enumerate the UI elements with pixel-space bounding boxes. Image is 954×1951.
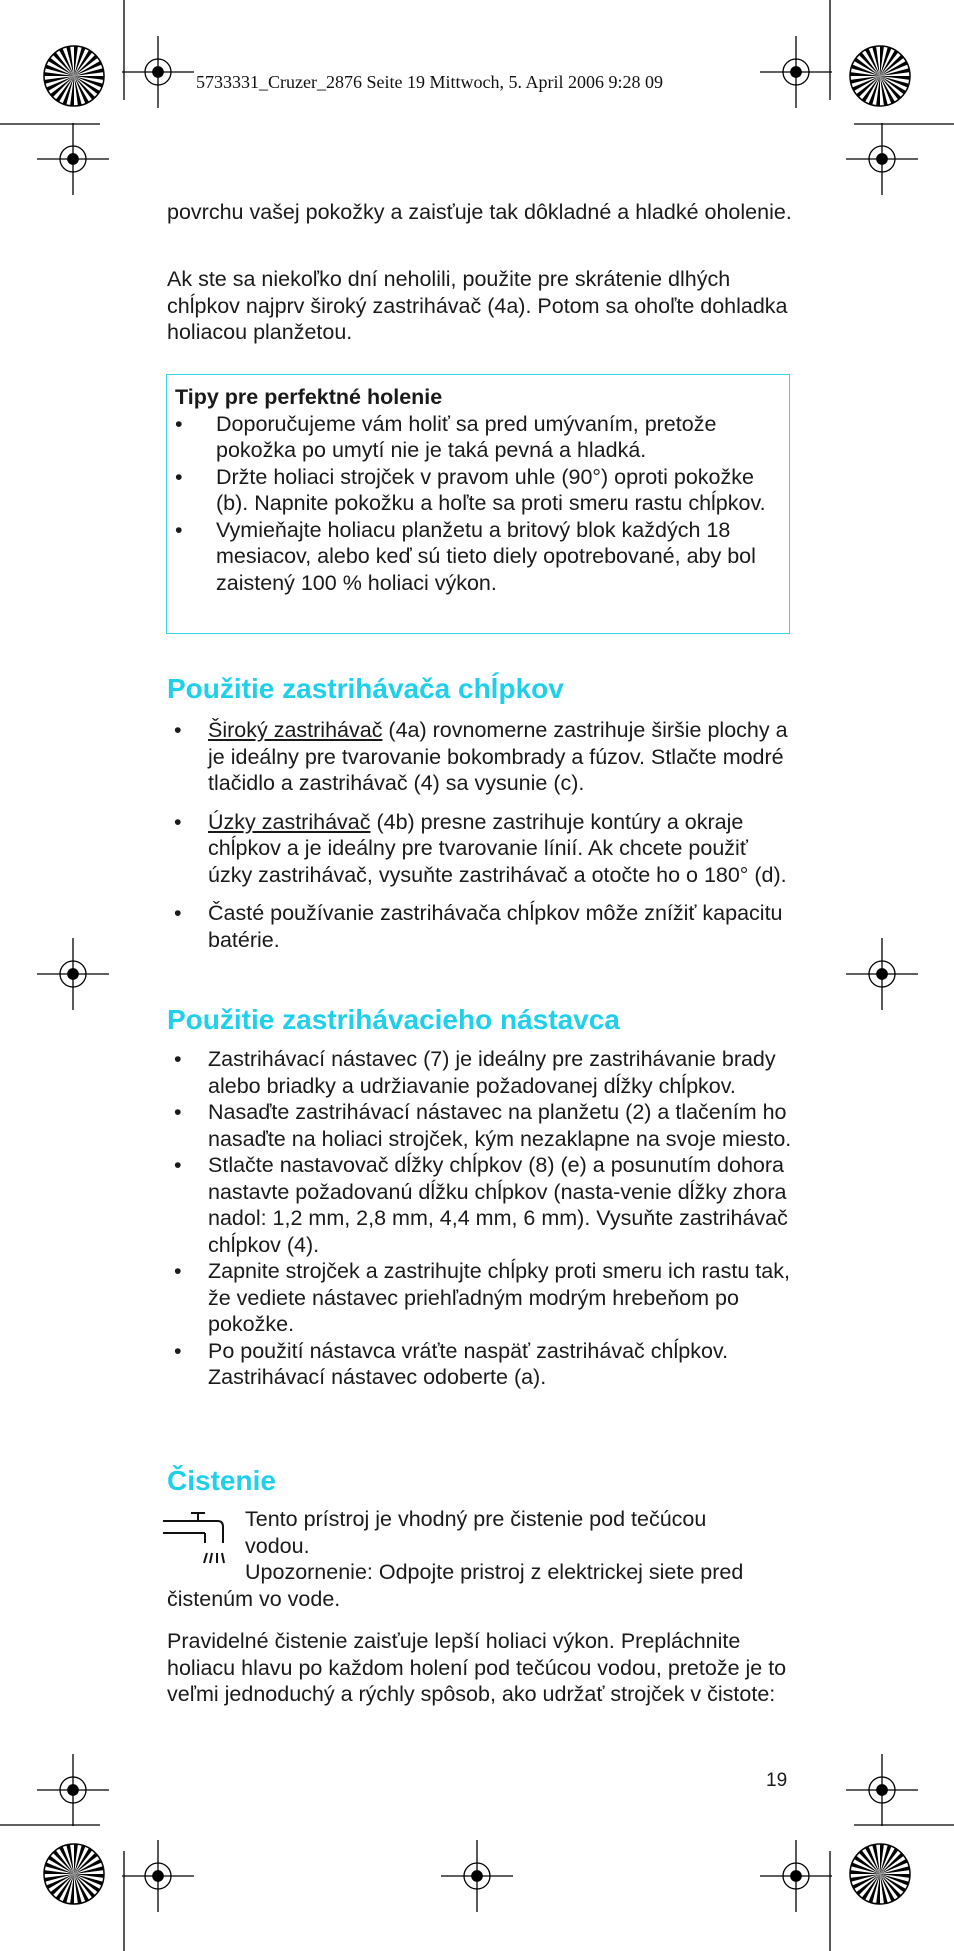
registration-mark <box>846 1754 918 1826</box>
starburst-mark <box>44 46 104 106</box>
cleaning-intro <box>167 1506 793 1612</box>
trimmer-item-text: (4a) rovnomerne zastrihuje širšie plochy a je ideálny pre tvarovanie bokombrady a fúzov. Stlačte modré tlačidlo a zastrihávač (4) sa vysunie (c). <box>208 718 788 795</box>
tips-item: • Doporučujeme vám holiť sa pred umývaním, pretože pokožka po umytí nie je taká pevná a hladká. <box>175 411 781 464</box>
tips-item: • Vymieňajte holiacu planžetu a britový blok každých 18 mesiacov, alebo keď sú tieto diely opotrebované, aby bol zaistený 100 % holiaci výkon. <box>175 517 781 597</box>
tips-box <box>166 374 790 634</box>
intro-paragraph-2: Ak ste sa niekoľko dní neholili, použite pre skrátenie dlhých chĺpkov najprv široký zastrihávač (4a). Potom sa ohoľte dohladka holiacou planžetou. <box>167 267 788 344</box>
registration-mark <box>37 938 109 1010</box>
section-heading-cleaning: Čistenie <box>167 1465 276 1496</box>
print-slug: 5733331_Cruzer_2876 Seite 19 Mittwoch, 5. April 2006 9:28 09 <box>196 72 663 92</box>
tips-item: • Držte holiaci strojček v pravom uhle (90°) oproti pokožke (b). Napnite pokožku a hoľte sa proti smeru rastu chĺpkov. <box>175 464 781 517</box>
registration-mark <box>37 1754 109 1826</box>
trimmer-item-term: Široký zastrihávač <box>208 718 383 742</box>
section-heading-attachment: Použitie zastrihávacieho nástavca <box>167 1004 620 1035</box>
registration-mark <box>122 36 194 108</box>
tips-list <box>175 411 781 597</box>
attachment-item: • Po použití nástavca vráťte naspäť zastrihávač chĺpkov. Zastrihávací nástavec odoberte (a). <box>167 1338 793 1391</box>
registration-mark <box>441 1840 513 1912</box>
section-heading-trimmer: Použitie zastrihávača chĺpkov <box>167 673 564 704</box>
trimmer-item-term: Úzky zastrihávač <box>208 809 371 834</box>
starburst-mark <box>850 1844 910 1904</box>
trimmer-item <box>167 809 793 889</box>
registration-mark <box>760 1840 832 1912</box>
attachment-item: • Stlačte nastavovač dĺžky chĺpkov (8) (e) a posunutím dohora nastavte požadovanú dĺžku chĺpkov (nasta-venie dĺžky zhora nadol: 1,2 mm, 2,8 mm, 4,4 mm, 6 mm). Vysuňte zastrihávač chĺpkov (4). <box>167 1152 793 1258</box>
trimmer-item-text: Časté používanie zastrihávača chĺpkov môže znížiť kapacitu batérie. <box>208 901 783 952</box>
attachment-item: • Zapnite strojček a zastrihujte chĺpky proti smeru ich rastu tak, že vediete nástavec priehľadným modrým hrebeňom po pokožke. <box>167 1258 793 1338</box>
page-number: 19 <box>766 1770 788 1791</box>
intro-paragraph-1: povrchu vašej pokožky a zaisťuje tak dôkladné a hladké oholenie. <box>167 200 792 224</box>
registration-mark <box>846 938 918 1010</box>
cleaning-paragraph: Pravidelné čistenie zaisťuje lepší holiaci výkon. Prepláchnite holiacu hlavu po každom holení pod tečúcou vodou, pretože je to veľmi jednoduchý a rýchly spôsob, ako udržať strojček v čistote: <box>167 1629 787 1706</box>
starburst-mark <box>850 46 910 106</box>
cleaning-line-2: vodou. <box>245 1533 310 1558</box>
attachment-item: • Nasaďte zastrihávací nástavec na planžetu (2) a tlačením ho nasaďte na holiaci strojček, kým nezaklapne na svoje miesto. <box>167 1099 793 1152</box>
cleaning-warning: Upozornenie: Odpojte pristroj z elektrickej siete pred čistenúm vo vode. <box>167 1560 744 1611</box>
registration-mark <box>846 123 918 195</box>
trimmer-item <box>167 717 793 797</box>
registration-mark <box>122 1840 194 1912</box>
trimmer-item-text: (4b) presne zastrihuje kontúry a okraje chĺpkov a je ideálny pre tvarovanie línií. Ak chcete použiť úzky zastrihávač, vysuňte zastrihávač a otočte ho o 180° (d). <box>208 809 787 887</box>
starburst-mark <box>44 1844 104 1904</box>
registration-mark <box>760 36 832 108</box>
trimmer-item <box>167 900 793 953</box>
attachment-item: • Zastrihávací nástavec (7) je ideálny pre zastrihávanie brady alebo briadky a udržiavanie požadovanej dĺžky chĺpkov. <box>167 1046 793 1099</box>
tips-title: Tipy pre perfektné holenie <box>175 385 443 409</box>
cleaning-line-1: Tento prístroj je vhodný pre čistenie pod tečúcou <box>245 1507 707 1531</box>
attachment-list <box>167 1046 793 1391</box>
trimmer-list <box>167 717 793 965</box>
registration-mark <box>37 123 109 195</box>
